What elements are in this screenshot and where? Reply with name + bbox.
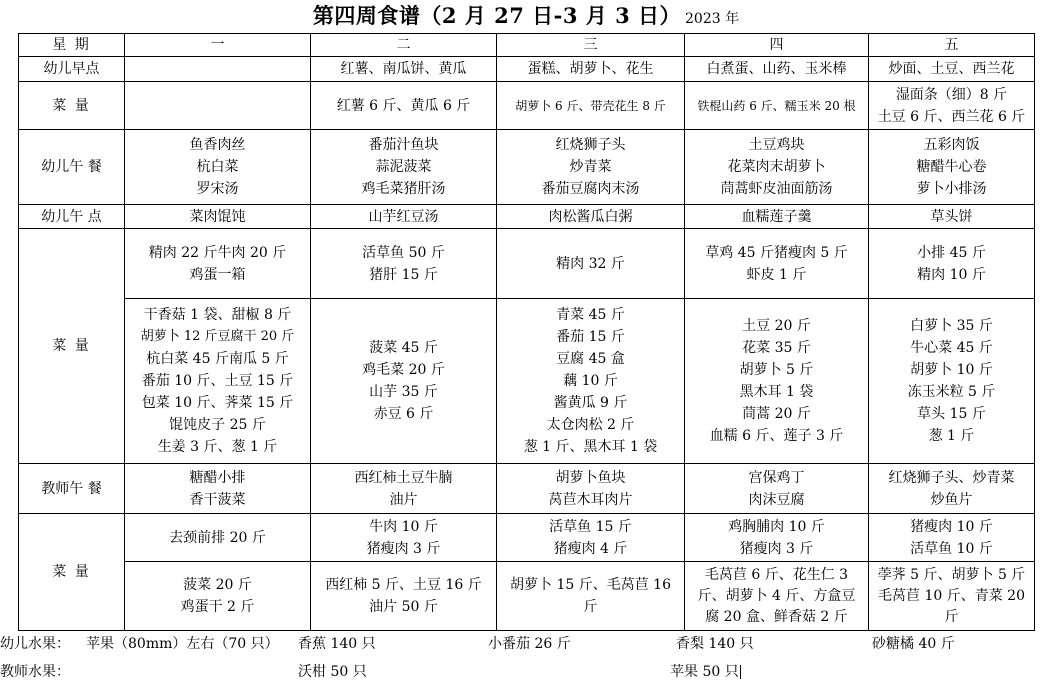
qty-line: 白萝卜 35 斤 xyxy=(910,318,993,334)
kid-fruit-item: 香梨 140 只 xyxy=(676,636,754,652)
qty-line: 湿面条（细）8 斤 xyxy=(895,86,1008,103)
teacher-fruit-line xyxy=(0,661,1052,680)
qty-line: 花菜 35 斤 xyxy=(742,340,811,356)
lunch-qty-veg-row xyxy=(19,299,1035,464)
dish: 鸡毛菜猪肝汤 xyxy=(361,181,446,197)
qty-line: 去颈前排 20 斤 xyxy=(169,529,266,546)
teacher-fruit-item-text: 苹果 50 只 xyxy=(670,664,739,680)
dish: 胡萝卜鱼块 xyxy=(555,469,626,486)
qty-line: 葱 1 斤 xyxy=(928,428,975,444)
snack-row xyxy=(19,205,1035,229)
weekday-1: 一 xyxy=(125,34,311,57)
qty-line: 血糯 6 斤、莲子 3 斤 xyxy=(709,428,844,444)
qty-line: 菠菜 45 斤 xyxy=(369,340,438,356)
qty-line: 酱黄瓜 9 斤 xyxy=(553,395,628,411)
qty-line: 毛莴苣 10 斤、青菜 20 xyxy=(878,587,1025,604)
qty-line: 斤 xyxy=(944,608,959,625)
qty-line: 冻玉米粒 5 斤 xyxy=(907,384,996,400)
lunch-meat-cell xyxy=(311,229,497,299)
breakfast-qty-cell xyxy=(685,82,869,130)
teacher-fruit-item xyxy=(670,661,741,681)
qty-line: 猪肝 15 斤 xyxy=(369,266,438,283)
qty-line: 茼蒿 20 斤 xyxy=(742,406,811,422)
qty-line: 土豆 6 斤、西兰花 6 斤 xyxy=(877,108,1026,125)
snack-cell: 菜肉馄饨 xyxy=(125,205,311,229)
kid-fruit-item: 香蕉 140 只 xyxy=(298,636,376,652)
qty-line: 斤、胡萝卜 4 斤、方盒豆 xyxy=(697,587,856,604)
lunch-qty-meat-row xyxy=(19,229,1035,299)
qty-line: 藕 10 斤 xyxy=(563,373,618,389)
kid-fruit-item: 苹果（80mm）左右（70 只） xyxy=(86,636,279,652)
qty-line: 包菜 10 斤、荠菜 15 斤 xyxy=(141,395,294,411)
breakfast-qty-cell xyxy=(125,82,311,130)
lunch-cell xyxy=(125,130,311,205)
snack-label: 幼儿午 点 xyxy=(19,205,125,229)
qty-line: 菠菜 20 斤 xyxy=(183,577,252,593)
qty-line: 干香菇 1 袋、甜椒 8 斤 xyxy=(143,307,292,323)
breakfast-label: 幼儿早点 xyxy=(19,57,125,82)
lunch-meat-cell xyxy=(497,229,685,299)
qty-line: 太仓肉松 2 斤 xyxy=(546,417,635,433)
qty-line: 牛肉 10 斤 xyxy=(369,518,438,535)
teacher-qty-label: 菜 量 xyxy=(19,514,125,631)
lunch-cell xyxy=(311,130,497,205)
breakfast-qty-label: 菜 量 xyxy=(19,82,125,130)
dish: 西红柿土豆牛腩 xyxy=(354,469,453,486)
qty-line: 胡萝卜 15 斤、毛莴苣 16 xyxy=(510,577,671,593)
dish: 糖醋牛心卷 xyxy=(916,159,987,175)
qty-line: 土豆 20 斤 xyxy=(742,318,811,334)
breakfast-row xyxy=(19,57,1035,82)
qty-line: 西红柿 5 斤、土豆 16 斤 xyxy=(325,577,482,593)
dish: 茼蒿虾皮油面筋汤 xyxy=(720,181,833,197)
breakfast-cell: 白煮蛋、山药、玉米棒 xyxy=(685,57,869,82)
dish: 糖醋小排 xyxy=(189,469,246,486)
lunch-veg-cell xyxy=(125,299,311,464)
weekday-2: 二 xyxy=(311,34,497,57)
lunch-row xyxy=(19,130,1035,205)
lunch-veg-cell xyxy=(311,299,497,464)
teacher-lunch-cell xyxy=(497,464,685,514)
dish: 五彩肉饭 xyxy=(923,137,980,153)
lunch-veg-cell xyxy=(497,299,685,464)
dish: 莴苣木耳肉片 xyxy=(548,491,633,508)
qty-line: 生姜 3 斤、葱 1 斤 xyxy=(157,439,278,455)
dish: 番茄汁鱼块 xyxy=(368,137,439,153)
text-cursor xyxy=(740,665,741,679)
dish: 宫保鸡丁 xyxy=(748,469,805,486)
dish: 红烧狮子头 xyxy=(555,137,626,153)
qty-line: 山芋 35 斤 xyxy=(369,384,438,400)
teacher-veg-cell xyxy=(311,562,497,631)
dish: 番茄豆腐肉末汤 xyxy=(541,181,640,197)
kid-fruit-label: 幼儿水果： xyxy=(0,636,70,652)
kid-fruit-item: 砂糖橘 40 斤 xyxy=(872,636,955,652)
qty-line: 活草鱼 15 斤 xyxy=(549,518,632,535)
breakfast-cell: 炒面、土豆、西兰花 xyxy=(869,57,1035,82)
qty-line: 胡萝卜 6 斤、带壳花生 8 斤 xyxy=(515,98,666,113)
lunch-meat-cell xyxy=(685,229,869,299)
teacher-meat-cell xyxy=(311,514,497,562)
qty-line: 番茄 15 斤 xyxy=(556,329,625,345)
qty-line: 葱 1 斤、黑木耳 1 袋 xyxy=(523,439,658,455)
qty-line: 鸡胸脯肉 10 斤 xyxy=(728,518,825,535)
qty-line: 活草鱼 50 斤 xyxy=(362,244,445,261)
dish: 罗宋汤 xyxy=(196,181,239,197)
lunch-cell xyxy=(497,130,685,205)
teacher-lunch-cell xyxy=(685,464,869,514)
title-main: 第四周食谱（2 月 27 日-3 月 3 日） xyxy=(312,3,682,28)
weekday-3: 三 xyxy=(497,34,685,57)
teacher-veg-cell xyxy=(497,562,685,631)
qty-line: 杭白菜 45 斤南瓜 5 斤 xyxy=(146,351,289,367)
qty-line: 荸荠 5 斤、胡萝卜 5 斤 xyxy=(877,566,1026,583)
lunch-veg-cell xyxy=(685,299,869,464)
breakfast-cell xyxy=(125,57,311,82)
page-title xyxy=(0,0,1052,33)
qty-line: 番茄 10 斤、土豆 15 斤 xyxy=(141,373,294,389)
breakfast-qty-cell xyxy=(497,82,685,130)
dish: 炒鱼片 xyxy=(930,491,973,508)
qty-line: 赤豆 6 斤 xyxy=(373,406,434,422)
breakfast-cell: 蛋糕、胡萝卜、花生 xyxy=(497,57,685,82)
dish: 炒青菜 xyxy=(569,159,612,175)
breakfast-qty-cell xyxy=(311,82,497,130)
dish: 红烧狮子头、炒青菜 xyxy=(888,469,1015,486)
qty-line: 毛莴苣 6 斤、花生仁 3 xyxy=(704,566,849,583)
dish: 蒜泥菠菜 xyxy=(375,159,432,175)
teacher-lunch-row xyxy=(19,464,1035,514)
qty-line: 猪瘦肉 3 斤 xyxy=(739,540,814,557)
teacher-veg-cell xyxy=(685,562,869,631)
qty-line: 精肉 10 斤 xyxy=(917,266,986,283)
qty-line: 黑木耳 1 袋 xyxy=(739,384,814,400)
qty-line: 腐 20 盒、鲜香菇 2 斤 xyxy=(705,608,848,625)
teacher-fruit-item: 沃柑 50 只 xyxy=(298,664,367,680)
dish: 肉沫豆腐 xyxy=(748,491,805,508)
dish: 萝卜小排汤 xyxy=(916,181,987,197)
lunch-cell xyxy=(685,130,869,205)
teacher-lunch-cell xyxy=(125,464,311,514)
qty-line: 精肉 32 斤 xyxy=(556,255,625,272)
snack-cell: 血糯莲子羹 xyxy=(685,205,869,229)
qty-line: 草鸡 45 斤猪瘦肉 5 斤 xyxy=(705,244,848,261)
dish: 香干菠菜 xyxy=(189,491,246,508)
qty-line: 青菜 45 斤 xyxy=(556,307,625,323)
qty-line: 斤 xyxy=(583,599,598,615)
qty-line: 胡萝卜 12 斤豆腐干 20 斤 xyxy=(140,329,295,344)
qty-line: 草头 15 斤 xyxy=(917,406,986,422)
dish: 杭白菜 xyxy=(196,159,239,175)
teacher-lunch-cell xyxy=(311,464,497,514)
qty-line: 铁棍山药 6 斤、糯玉米 20 根 xyxy=(697,98,856,113)
teacher-lunch-label: 教师午 餐 xyxy=(19,464,125,514)
weekday-5: 五 xyxy=(869,34,1035,57)
breakfast-cell: 红薯、南瓜饼、黄瓜 xyxy=(311,57,497,82)
dish: 鱼香肉丝 xyxy=(189,137,246,153)
weekday-label: 星 期 xyxy=(19,34,125,57)
snack-cell: 草头饼 xyxy=(869,205,1035,229)
qty-line: 精肉 22 斤牛肉 20 斤 xyxy=(148,244,287,261)
qty-line: 鸡蛋一箱 xyxy=(189,266,246,283)
lunch-meat-cell xyxy=(125,229,311,299)
menu-table xyxy=(18,33,1035,631)
qty-line: 活草鱼 10 斤 xyxy=(910,540,993,557)
qty-line: 豆腐 45 盒 xyxy=(556,351,625,367)
kid-fruit-item: 小番茄 26 斤 xyxy=(488,636,571,652)
lunch-veg-cell xyxy=(869,299,1035,464)
dish: 花菜肉末胡萝卜 xyxy=(727,159,826,175)
qty-line: 猪瘦肉 10 斤 xyxy=(910,518,993,535)
teacher-meat-cell xyxy=(497,514,685,562)
qty-line: 猪瘦肉 4 斤 xyxy=(553,540,628,557)
teacher-lunch-cell xyxy=(869,464,1035,514)
teacher-fruit-label: 教师水果： xyxy=(0,664,70,680)
qty-line: 牛心菜 45 斤 xyxy=(910,340,993,356)
dish: 油片 xyxy=(389,491,418,508)
teacher-meat-cell xyxy=(685,514,869,562)
kid-fruit-line xyxy=(0,633,1052,655)
qty-line: 鸡蛋干 2 斤 xyxy=(180,599,255,615)
qty-line: 红薯 6 斤、黄瓜 6 斤 xyxy=(336,97,471,114)
qty-line: 胡萝卜 5 斤 xyxy=(739,362,814,378)
lunch-meat-cell xyxy=(869,229,1035,299)
lunch-qty-label: 菜 量 xyxy=(19,229,125,464)
qty-line: 油片 50 斤 xyxy=(369,599,438,615)
qty-line: 猪瘦肉 3 斤 xyxy=(366,540,441,557)
teacher-meat-cell xyxy=(869,514,1035,562)
qty-line: 鸡毛菜 20 斤 xyxy=(362,362,445,378)
dish: 土豆鸡块 xyxy=(748,137,805,153)
snack-cell: 肉松酱瓜白粥 xyxy=(497,205,685,229)
breakfast-qty-row xyxy=(19,82,1035,130)
qty-line: 小排 45 斤 xyxy=(917,244,986,261)
teacher-veg-cell xyxy=(125,562,311,631)
qty-line: 虾皮 1 斤 xyxy=(746,266,807,283)
qty-line: 胡萝卜 10 斤 xyxy=(910,362,993,378)
breakfast-qty-cell xyxy=(869,82,1035,130)
teacher-veg-cell xyxy=(869,562,1035,631)
weekday-4: 四 xyxy=(685,34,869,57)
teacher-meat-cell xyxy=(125,514,311,562)
snack-cell: 山芋红豆汤 xyxy=(311,205,497,229)
lunch-label: 幼儿午 餐 xyxy=(19,130,125,205)
qty-line: 馄饨皮子 25 斤 xyxy=(169,417,266,433)
title-year: 2023 年 xyxy=(685,11,740,27)
teacher-qty-meat-row xyxy=(19,514,1035,562)
teacher-qty-veg-row xyxy=(19,562,1035,631)
header-row xyxy=(19,34,1035,57)
lunch-cell xyxy=(869,130,1035,205)
